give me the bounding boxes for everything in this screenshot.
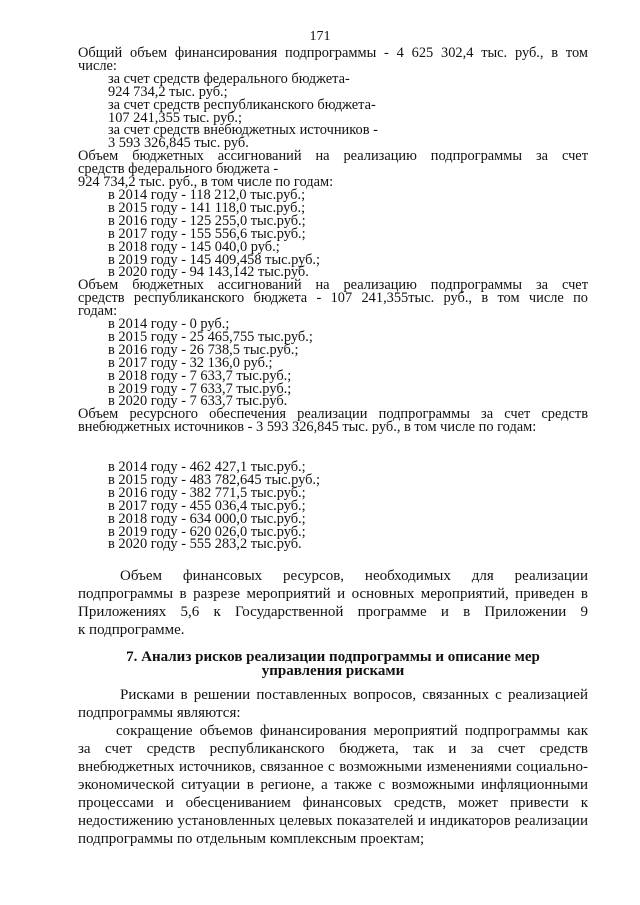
list-item: в 2014 году - 0 руб.; xyxy=(108,316,230,333)
list-item: в 2015 году - 25 465,755 тыс.руб.; xyxy=(108,328,313,345)
text-line: подпрограммы в разрезе мероприятий и основных мероприятий, приведен в xyxy=(78,586,588,602)
text-line: сокращение объемов финансирования мероприятий подпрограммы как xyxy=(116,723,588,739)
list-item: в 2018 году - 145 040,0 руб.; xyxy=(108,238,280,255)
list-item: в 2020 году - 7 633,7 тыс.руб. xyxy=(108,393,288,410)
text-line: к подпрограмме. xyxy=(78,622,185,638)
text-line: годам: xyxy=(78,303,118,320)
financing-summary xyxy=(78,47,588,434)
text-line: средств республиканского бюджета - 107 241,355тыс. руб., в том числе по xyxy=(78,290,588,307)
text-line: недостижению установленных целевых показателей и индикаторов реализации xyxy=(78,813,588,829)
extra-budget-years xyxy=(78,461,588,551)
list-item: в 2018 году - 634 000,0 тыс.руб.; xyxy=(108,510,306,527)
text-line: подпрограммы являются: xyxy=(78,705,241,721)
text-line: Объем финансовых ресурсов, необходимых для реализации xyxy=(120,568,588,584)
text-line: подпрограммы по отдельным комплексным проектам; xyxy=(78,831,425,847)
list-item: в 2014 году - 462 427,1 тыс.руб.; xyxy=(108,459,306,475)
text-line: 3 593 326,845 тыс. руб. xyxy=(108,135,249,152)
text-line: Объем бюджетных ассигнований на реализацию подпрограммы за счет xyxy=(78,277,588,294)
section-heading-line: 7. Анализ рисков реализации подпрограммы и описание мер xyxy=(126,649,540,665)
text-line: внебюджетных источников - 3 593 326,845 тыс. руб., в том числе по годам: xyxy=(78,419,537,436)
text-line: 924 734,2 тыс. руб.; xyxy=(108,83,228,100)
list-item: в 2017 году - 155 556,6 тыс.руб.; xyxy=(108,225,306,242)
text-line: Рисками в решении поставленных вопросов, связанных с реализацией xyxy=(120,687,588,703)
text-line: 924 734,2 тыс. руб., в том числе по годам: xyxy=(78,174,334,191)
section-heading xyxy=(78,650,588,678)
text-line: 107 241,355 тыс. руб.; xyxy=(108,109,243,126)
list-item: в 2016 году - 382 771,5 тыс.руб.; xyxy=(108,484,306,501)
text-line: числе: xyxy=(78,57,117,74)
text-line: за счет средств республиканского бюджета- xyxy=(108,96,376,113)
list-item: в 2018 году - 7 633,7 тыс.руб.; xyxy=(108,367,292,384)
text-line: Объем бюджетных ассигнований на реализацию подпрограммы за счет xyxy=(78,148,588,165)
list-item: в 2016 году - 125 255,0 тыс.руб.; xyxy=(108,212,306,229)
resources-paragraph xyxy=(78,567,588,639)
text-line: экономической ситуации в регионе, а также с возможными инфляционными xyxy=(78,777,588,793)
page-number: 171 xyxy=(309,29,331,44)
text-line: за счет средств федерального бюджета- xyxy=(108,70,350,87)
text-line: Приложениях 5,6 к Государственной программе и в Приложении 9 xyxy=(78,604,588,620)
list-item: в 2019 году - 620 026,0 тыс.руб.; xyxy=(108,523,306,540)
text-line: средств федерального бюджета - xyxy=(78,161,279,178)
text-line: Объем ресурсного обеспечения реализации подпрограммы за счет средств xyxy=(78,406,588,423)
list-item: в 2020 году - 94 143,142 тыс.руб. xyxy=(108,264,309,281)
list-item: в 2015 году - 141 118,0 тыс.руб.; xyxy=(108,199,306,216)
list-item: в 2019 году - 7 633,7 тыс.руб.; xyxy=(108,380,292,397)
list-item: в 2017 году - 32 136,0 руб.; xyxy=(108,354,273,371)
list-item: в 2016 году - 26 738,5 тыс.руб.; xyxy=(108,341,299,358)
text-line: за счет средств республиканского бюджета, так и за счет средств xyxy=(78,741,588,757)
text-line: внебюджетных источников, связанное с возможными изменениями социально- xyxy=(78,759,588,775)
list-item: в 2020 году - 555 283,2 тыс.руб. xyxy=(108,536,302,553)
list-item: в 2015 году - 483 782,645 тыс.руб.; xyxy=(108,471,321,488)
list-item: в 2019 году - 145 409,458 тыс.руб.; xyxy=(108,251,321,268)
text-line: за счет средств внебюджетных источников - xyxy=(108,122,378,139)
section-heading-line: управления рисками xyxy=(261,663,405,679)
risks-paragraph xyxy=(78,686,588,848)
list-item: в 2014 году - 118 212,0 тыс.руб.; xyxy=(108,186,306,203)
text-line: процессами и обесцениванием финансовых средств, может привести к xyxy=(78,795,588,811)
list-item: в 2017 году - 455 036,4 тыс.руб.; xyxy=(108,497,306,514)
text-line: Общий объем финансирования подпрограммы - 4 625 302,4 тыс. руб., в том xyxy=(78,45,588,61)
